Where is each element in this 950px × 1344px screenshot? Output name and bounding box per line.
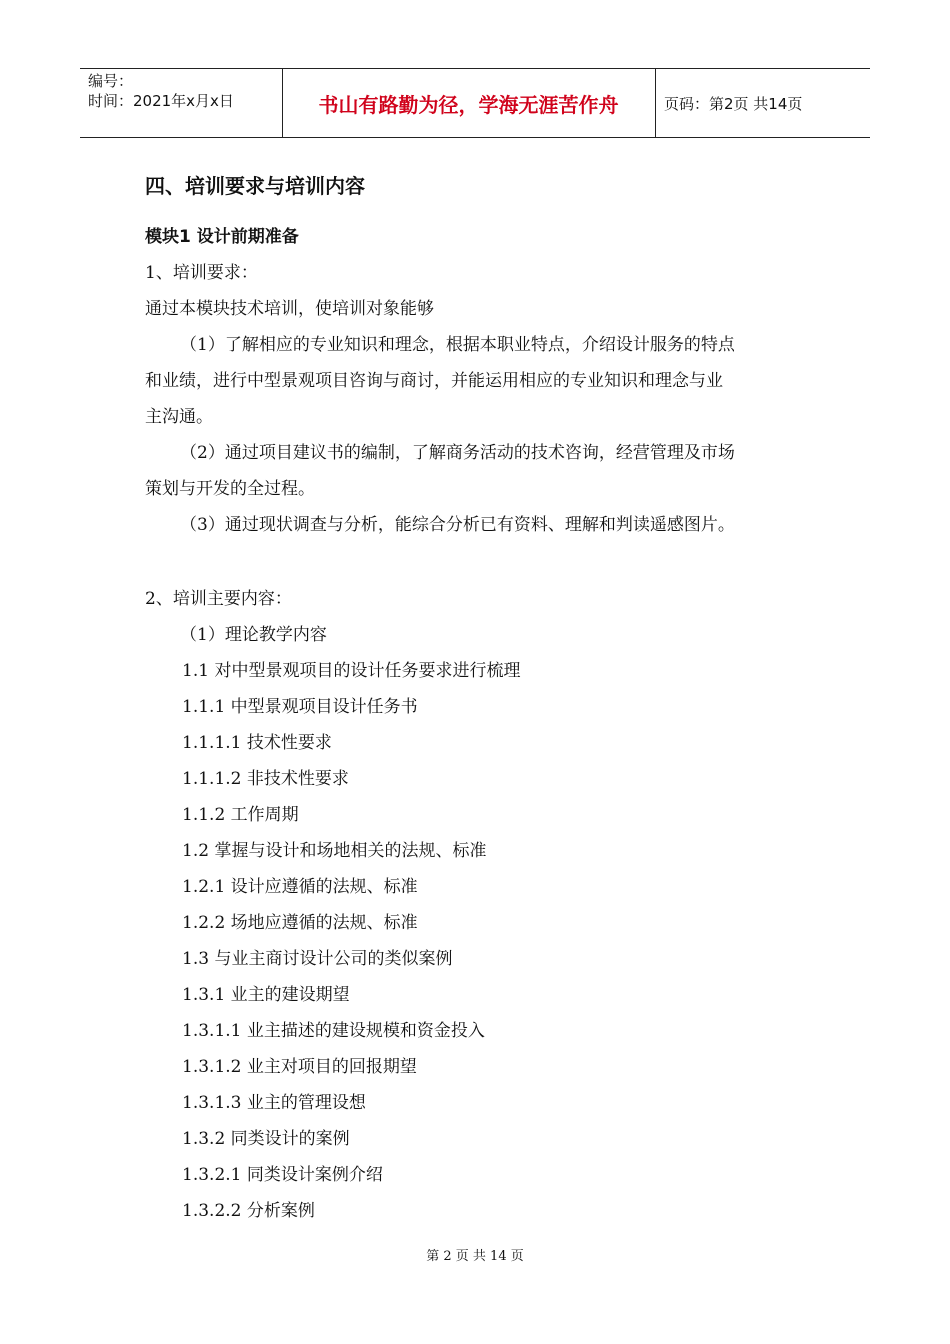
page-header	[80, 68, 870, 138]
outline-item: 1.3.1.3 业主的管理设想	[182, 1093, 366, 1113]
requirements-heading: 1、培训要求：	[145, 263, 258, 283]
time-label: 时间：2021年x月x日	[88, 92, 234, 110]
outline-item: 1.1.1 中型景观项目设计任务书	[182, 697, 418, 717]
content-heading: 2、培训主要内容：	[145, 589, 292, 609]
module-title: 模块1 设计前期准备	[145, 227, 299, 247]
outline-item: 1.2.1 设计应遵循的法规、标准	[182, 877, 418, 897]
outline-item: 1.3.2 同类设计的案例	[182, 1129, 350, 1149]
paragraph-line: （2）通过项目建议书的编制，了解商务活动的技术咨询，经营管理及市场	[180, 443, 735, 463]
outline-item: 1.3.1 业主的建设期望	[182, 985, 350, 1005]
outline-item: 1.3.1.1 业主描述的建设规模和资金投入	[182, 1021, 485, 1041]
paragraph-line: （3）通过现状调查与分析，能综合分析已有资料、理解和判读遥感图片。	[180, 515, 735, 535]
paragraph-line: 策划与开发的全过程。	[145, 479, 315, 499]
header-meta	[88, 71, 234, 111]
outline-item: 1.1.1.1 技术性要求	[182, 733, 332, 753]
outline-item: 1.1.2 工作周期	[182, 805, 299, 825]
header-divider	[655, 69, 656, 137]
outline-item: 1.3.1.2 业主对项目的回报期望	[182, 1057, 417, 1077]
outline-item: 1.3.2.2 分析案例	[182, 1201, 315, 1221]
outline-item: 1.2.2 场地应遵循的法规、标准	[182, 913, 418, 933]
outline-item: 1.3.2.1 同类设计案例介绍	[182, 1165, 383, 1185]
paragraph-line: （1）了解相应的专业知识和理念，根据本职业特点，介绍设计服务的特点	[180, 335, 735, 355]
outline-item: 1.2 掌握与设计和场地相关的法规、标准	[182, 841, 487, 861]
page-footer: 第 2 页 共 14 页	[426, 1249, 524, 1264]
header-motto: 书山有路勤为径，学海无涯苦作舟	[318, 93, 619, 117]
header-page-code: 页码：第2页 共14页	[664, 95, 803, 113]
outline-item: 1.1.1.2 非技术性要求	[182, 769, 349, 789]
outline-item: 1.3 与业主商讨设计公司的类似案例	[182, 949, 453, 969]
paragraph-line: 主沟通。	[145, 407, 213, 427]
outline-item: （1）理论教学内容	[180, 625, 327, 645]
section-title: 四、培训要求与培训内容	[145, 174, 365, 198]
paragraph-line: 和业绩，进行中型景观项目咨询与商讨，并能运用相应的专业知识和理念与业	[145, 371, 723, 391]
outline-item: 1.1 对中型景观项目的设计任务要求进行梳理	[182, 661, 521, 681]
requirements-intro: 通过本模块技术培训，使培训对象能够	[145, 299, 434, 319]
number-label: 编号：	[88, 72, 134, 90]
